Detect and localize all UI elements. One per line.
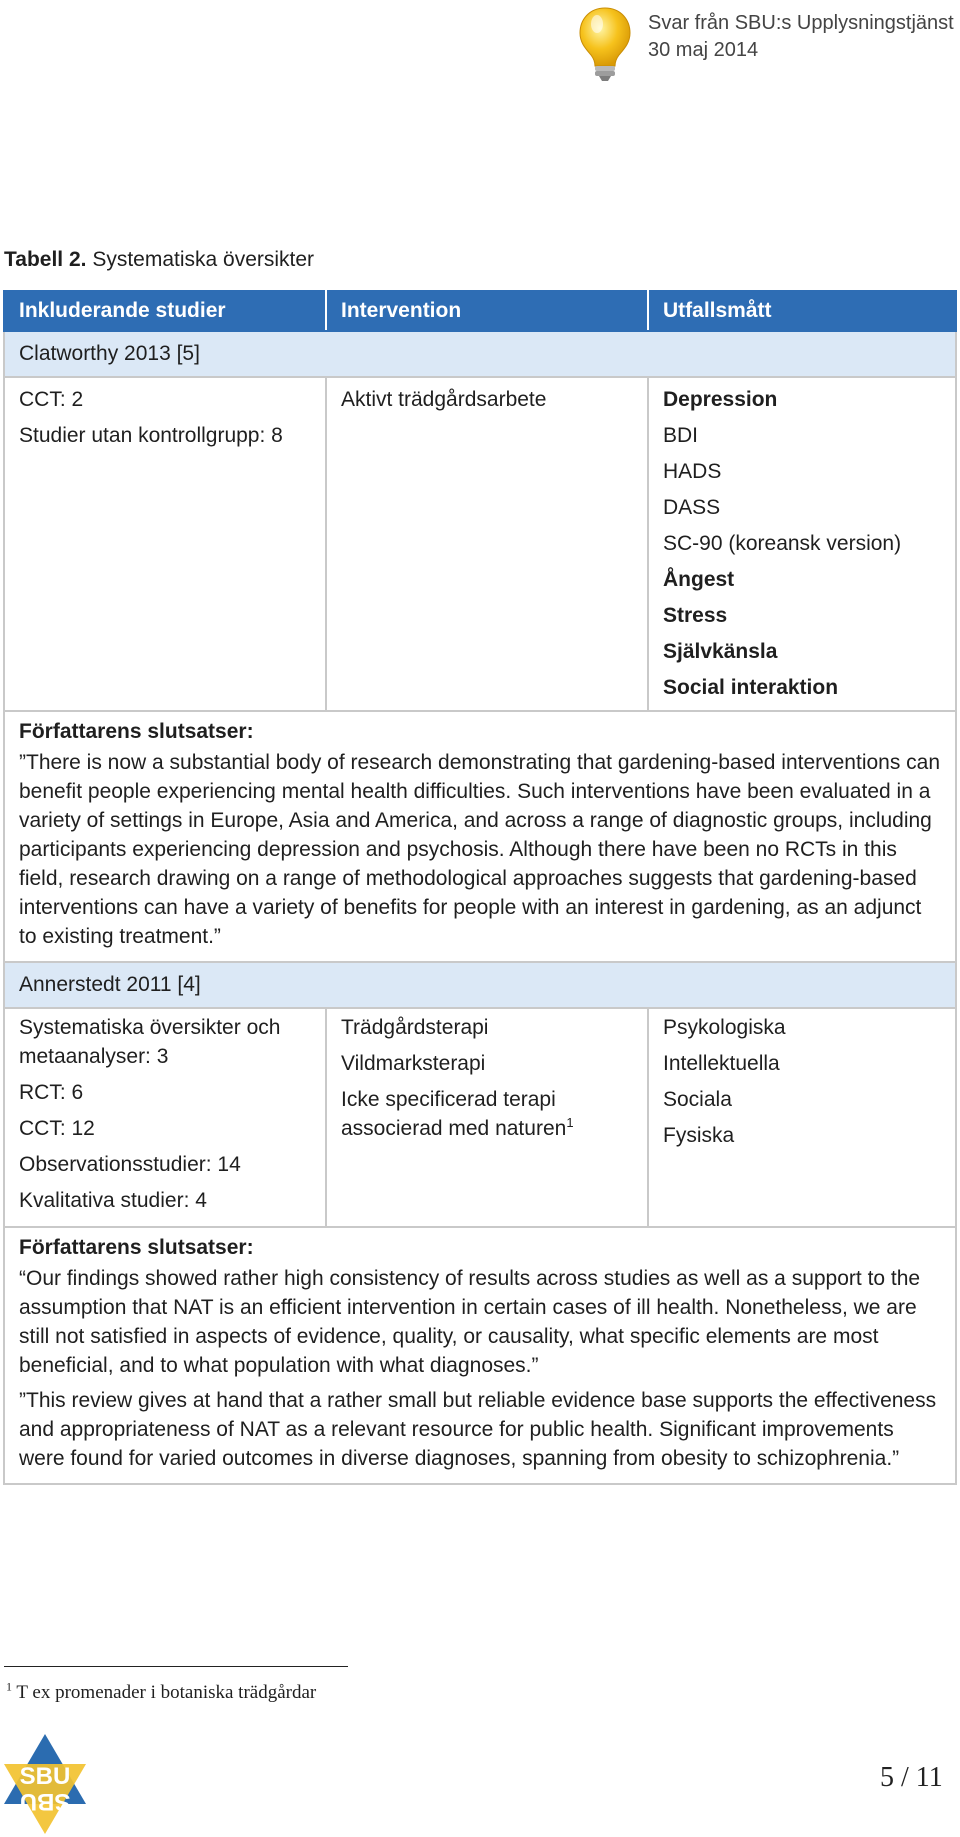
caption-label: Tabell 2. [4,248,87,271]
header-service-name: Svar från SBU:s Upplysningstjänst [648,12,954,34]
outcome-item: Fysiska [663,1124,735,1147]
intervention-item [341,1085,635,1143]
author-quote: ”There is now a substantial body of research demonstrating that gardening-based interventions can benefit people experiencing mental health difficulties. Such interventions have been evaluated in a variety of settings in Europe, Asia and America, and across a range of diagnostic groups, including participants experiencing depression and psychosis. Although there have been no RCTs in this field, research drawing on a range of methodological approaches suggests that gardening-based interventions can have a variety of benefits for people with an interest in gardening, as an adjunct to existing treatment.” [19,751,941,948]
table-caption [4,248,314,272]
lightbulb-icon [576,6,634,82]
author-quote: ”This review gives at hand that a rather small but reliable evidence base supports the effectiveness and appropriateness of NAT as a relevant resource for public health. Significant improvements were found for varied outcomes in diverse diagnoses, spanning from obesity to schizophrenia.” [19,1389,937,1470]
outcome-item: Social interaktion [663,676,839,699]
study-row [4,331,956,377]
included-item: Studier utan kontrollgrupp: 8 [19,424,283,447]
outcome-item: Självkänsla [663,640,778,663]
included-item: CCT: 2 [19,388,84,411]
table-row [4,377,956,711]
conclusion-row [4,711,956,962]
outcomes-cell [648,377,956,711]
study-row [4,962,956,1008]
included-item: Systematiska översikter och metaanalyser: 3 [19,1016,281,1068]
table-header-row [4,291,956,331]
conclusion-label: Författarens slutsatser: [19,1236,254,1259]
outcome-item: DASS [663,496,721,519]
page-number: 5 / 11 [880,1762,943,1793]
included-studies-cell [4,1008,326,1227]
outcome-item: HADS [663,460,722,483]
logo-text-bottom: SBU [19,1788,71,1815]
intervention-cell [326,1008,648,1227]
outcome-item: BDI [663,424,699,447]
included-item: Kvalitativa studier: 4 [19,1189,207,1212]
sbu-logo [2,1732,88,1836]
header-date: 30 maj 2014 [648,39,759,61]
study-title: Clatworthy 2013 [5] [4,331,956,377]
column-header-outcomes: Utfallsmått [648,291,956,331]
included-item: CCT: 12 [19,1117,95,1140]
included-item: Observationsstudier: 14 [19,1153,241,1176]
footnote-reference: 1 [566,1115,574,1130]
author-quote: “Our findings showed rather high consistency of results across studies as well as a support to the assumption that NAT is an efficient intervention in certain cases of ill health. Nonetheless, we are still not satisfied in aspects of evidence, quality, or causality, what specific elements are most beneficial, and to what population with what diagnoses.” [19,1267,921,1377]
footnote [6,1679,317,1704]
intervention-text: Icke specificerad terapi associerad med naturen [341,1088,567,1140]
outcome-item: SC-90 (koreansk version) [663,532,902,555]
outcomes-cell [648,1008,956,1227]
conclusion-cell [4,711,956,962]
table-row [4,1008,956,1227]
column-header-intervention: Intervention [326,291,648,331]
intervention-item: Trädgårdsterapi [341,1016,489,1039]
caption-text: Systematiska översikter [86,248,315,271]
footnote-text: T ex promenader i botaniska trädgårdar [12,1682,317,1703]
conclusion-label: Författarens slutsatser: [19,720,254,743]
study-title: Annerstedt 2011 [4] [4,962,956,1008]
page-header [576,4,956,84]
outcome-item: Ångest [663,568,735,591]
outcome-item: Depression [663,388,778,411]
outcome-item: Stress [663,604,728,627]
outcome-item: Intellektuella [663,1052,780,1075]
systematic-reviews-table [3,290,957,1485]
column-header-included: Inkluderande studier [4,291,326,331]
outcome-item: Psykologiska [663,1016,786,1039]
included-item: RCT: 6 [19,1081,84,1104]
footnote-mark: 1 [6,1679,12,1694]
outcome-item: Sociala [663,1088,732,1111]
conclusion-cell [4,1227,956,1484]
included-studies-cell [4,377,326,711]
intervention-cell: Aktivt trädgårdsarbete [326,377,648,711]
intervention-item: Vildmarksterapi [341,1052,486,1075]
conclusion-row [4,1227,956,1484]
footnote-divider [4,1666,348,1667]
logo-text-top: SBU [19,1763,71,1790]
